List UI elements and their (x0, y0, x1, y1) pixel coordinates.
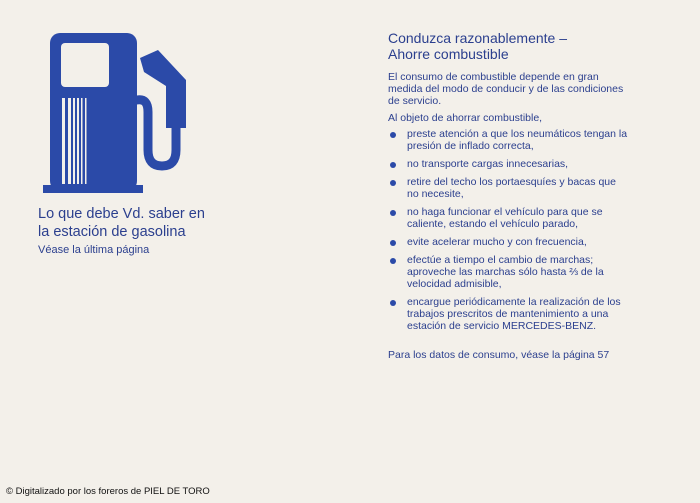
list-item-text: encargue periódicamente la realización de los trabajos prescritos de mantenimiento a una estación de servicio MERCEDES-BENZ. (407, 296, 621, 332)
section-heading (388, 30, 628, 62)
list-item (388, 236, 628, 248)
gas-station-title-line-1: Lo que debe Vd. saber en (38, 206, 205, 222)
list-item (388, 296, 628, 332)
tips-list (388, 128, 628, 332)
list-item (388, 158, 628, 170)
bullet-icon (390, 162, 396, 168)
list-item-text: no transporte cargas innecesarias, (407, 158, 569, 170)
list-item-text: efectúe a tiempo el cambio de marchas; aproveche las marchas sólo hasta ⅔ de la velocidad admisible, (407, 254, 604, 290)
consumption-data-reference: Para los datos de consumo, véase la página 57 (388, 349, 610, 361)
fuel-saving-section (388, 30, 628, 372)
bullet-icon (390, 258, 396, 264)
bullet-icon (390, 132, 396, 138)
see-last-page-note: Véase la última página (38, 244, 150, 256)
list-item (388, 176, 628, 200)
list-item-text: retire del techo los portaesquíes y bacas que no necesite, (407, 176, 616, 200)
list-item (388, 128, 628, 152)
bullet-icon (390, 210, 396, 216)
list-item-text: evite acelerar mucho y con frecuencia, (407, 236, 587, 248)
list-item-text: no haga funcionar el vehículo para que se caliente, estando el vehículo parado, (407, 206, 603, 230)
list-item (388, 206, 628, 230)
intro-paragraph: El consumo de combustible depende en gran medida del modo de conducir y de las condiciones de servicio. (388, 71, 624, 107)
scan-credit: © Digitalizado por los foreros de PIEL DE TORO (6, 486, 210, 497)
section-heading-line-1: Conduzca razonablemente – (388, 30, 568, 46)
list-item-text: preste atención a que los neumáticos tengan la presión de inflado correcta, (407, 128, 628, 152)
gas-station-title (38, 205, 268, 241)
fuel-pump-icon (40, 28, 190, 198)
lead-sentence: Al objeto de ahorrar combustible, (388, 112, 543, 124)
bullet-icon (390, 300, 396, 306)
gas-station-title-line-2: la estación de gasolina (38, 224, 186, 240)
bullet-icon (390, 240, 396, 246)
list-item (388, 254, 628, 290)
section-heading-line-2: Ahorre combustible (388, 46, 509, 62)
bullet-icon (390, 180, 396, 186)
